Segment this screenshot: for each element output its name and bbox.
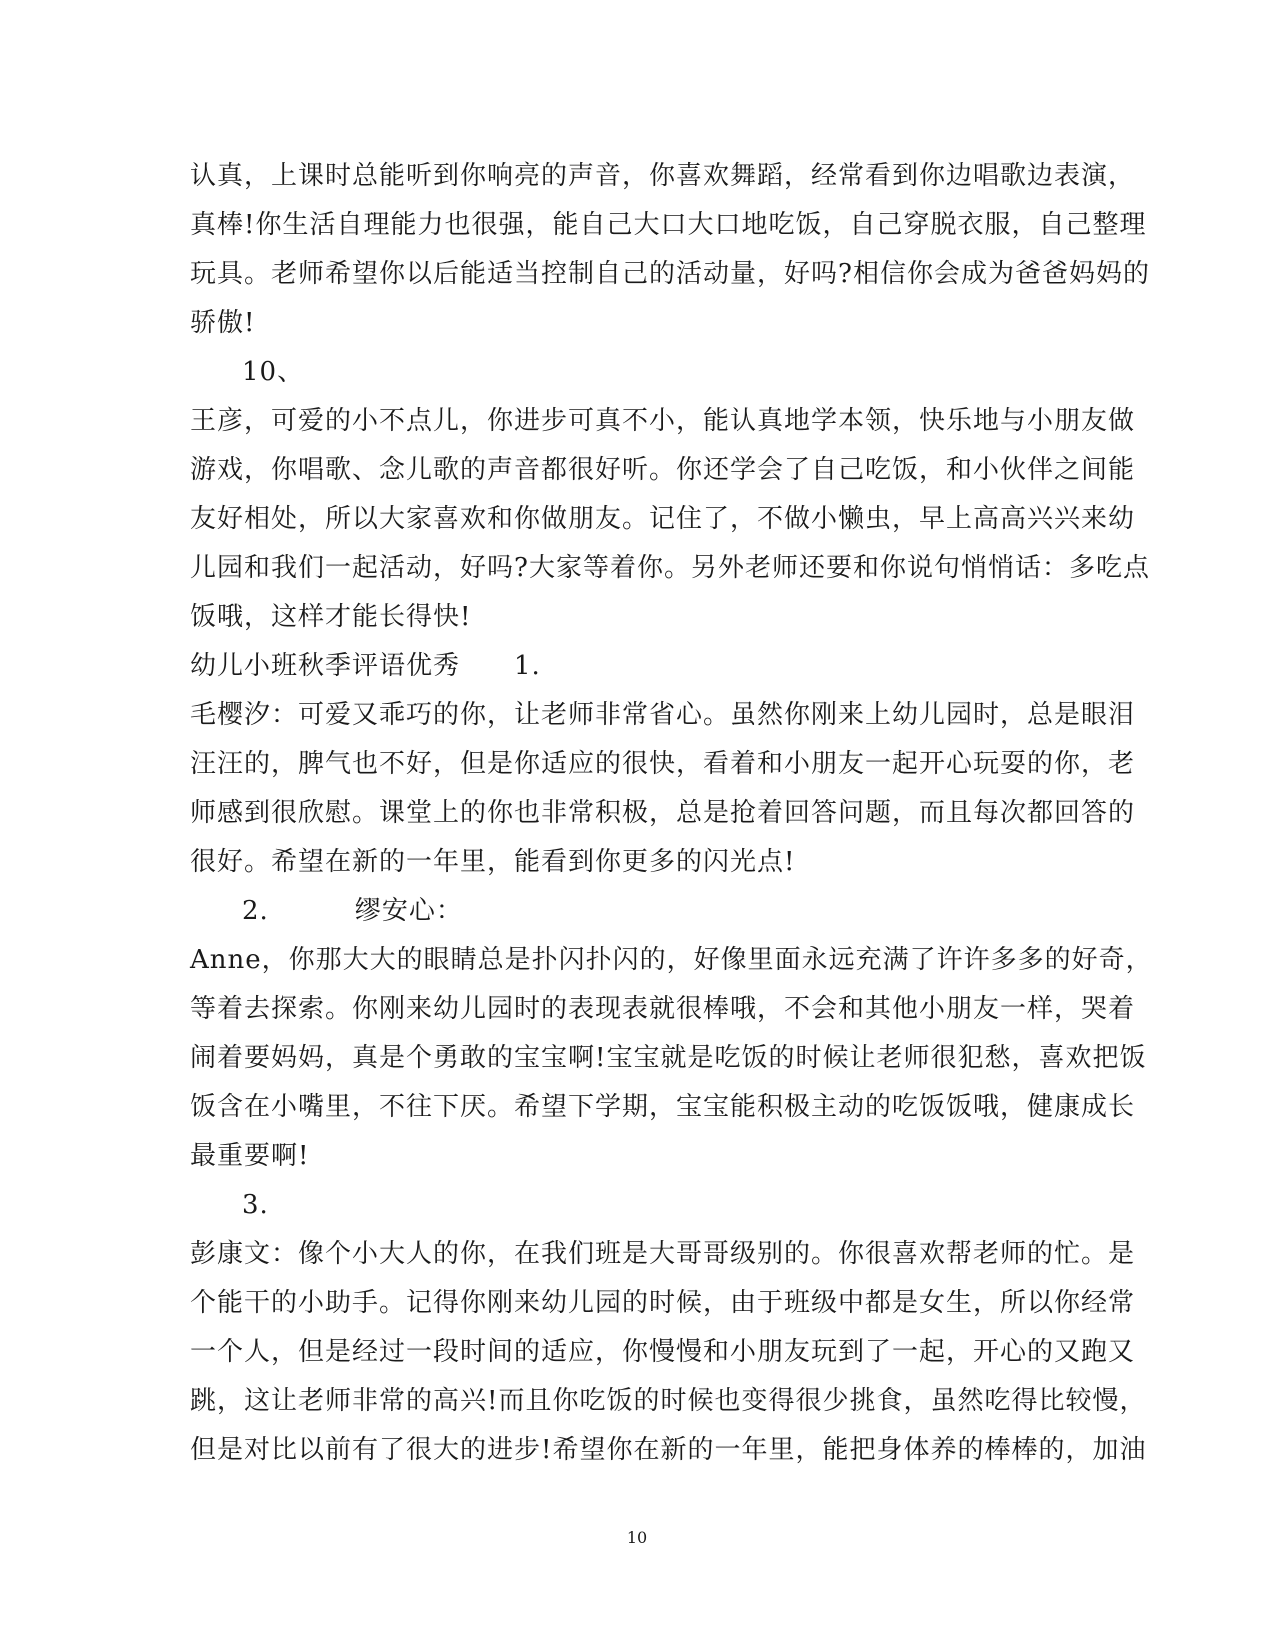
text-line: 但是对比以前有了很大的进步!希望你在新的一年里，能把身体养的棒棒的，加油 (190, 1435, 1147, 1465)
text-line: 认真，上课时总能听到你响亮的声音，你喜欢舞蹈，经常看到你边唱歌边表演， (190, 161, 1136, 191)
text-line: 等着去探索。你刚来幼儿园时的表现表就很棒哦，不会和其他小朋友一样，哭着 (190, 994, 1136, 1024)
text-line: 个能干的小助手。记得你刚来幼儿园的时候，由于班级中都是女生，所以你经常 (190, 1288, 1136, 1318)
item-number: 3. (242, 1190, 269, 1220)
text-line: Anne，你那大大的眼睛总是扑闪扑闪的，好像里面永远充满了许许多多的好奇， (190, 945, 1153, 975)
text-line: 彭康文：像个小大人的你，在我们班是大哥哥级别的。你很喜欢帮老师的忙。是 (190, 1239, 1136, 1269)
text-line: 真棒!你生活自理能力也很强，能自己大口大口地吃饭，自己穿脱衣服，自己整理 (190, 210, 1147, 240)
document-body (190, 152, 1153, 1475)
text-line: 一个人，但是经过一段时间的适应，你慢慢和小朋友玩到了一起，开心的又跑又 (190, 1337, 1136, 1367)
text-line: 饭哦，这样才能长得快! (190, 602, 472, 632)
text-line: 骄傲! (190, 308, 256, 338)
item-number: 1. (514, 651, 541, 681)
item-line (190, 887, 1090, 936)
item-name: 缪安心： (354, 896, 463, 926)
text-line: 友好相处，所以大家喜欢和你做朋友。记住了，不做小懒虫，早上高高兴兴来幼 (190, 504, 1136, 534)
page-number: 10 (626, 1528, 648, 1547)
text-line: 游戏，你唱歌、念儿歌的声音都很好听。你还学会了自己吃饭，和小伙伴之间能 (190, 455, 1136, 485)
text-line: 跳，这让老师非常的高兴!而且你吃饭的时候也变得很少挑食，虽然吃得比较慢， (190, 1386, 1147, 1416)
item-number: 2. (242, 896, 269, 926)
section-heading-line (190, 642, 1090, 691)
text-line: 玩具。老师希望你以后能适当控制自己的活动量，好吗?相信你会成为爸爸妈妈的 (190, 259, 1150, 289)
text-line: 闹着要妈妈，真是个勇敢的宝宝啊!宝宝就是吃饭的时候让老师很犯愁，喜欢把饭 (190, 1043, 1147, 1073)
text-line: 儿园和我们一起活动，好吗?大家等着你。另外老师还要和你说句悄悄话：多吃点 (190, 553, 1150, 583)
text-line: 最重要啊! (190, 1141, 310, 1171)
item-number: 10、 (242, 357, 305, 387)
text-line: 饭含在小嘴里，不往下厌。希望下学期，宝宝能积极主动的吃饭饭哦，健康成长 (190, 1092, 1136, 1122)
text-line: 毛樱汐：可爱又乖巧的你，让老师非常省心。虽然你刚来上幼儿园时，总是眼泪 (190, 700, 1136, 730)
text-line: 师感到很欣慰。课堂上的你也非常积极，总是抢着回答问题，而且每次都回答的 (190, 798, 1136, 828)
text-line: 很好。希望在新的一年里，能看到你更多的闪光点! (190, 847, 796, 877)
text-line: 王彦，可爱的小不点儿，你进步可真不小，能认真地学本领，快乐地与小朋友做 (190, 406, 1136, 436)
text-line: 汪汪的，脾气也不好，但是你适应的很快，看着和小朋友一起开心玩耍的你，老 (190, 749, 1136, 779)
section-heading: 幼儿小班秋季评语优秀 (190, 651, 461, 681)
